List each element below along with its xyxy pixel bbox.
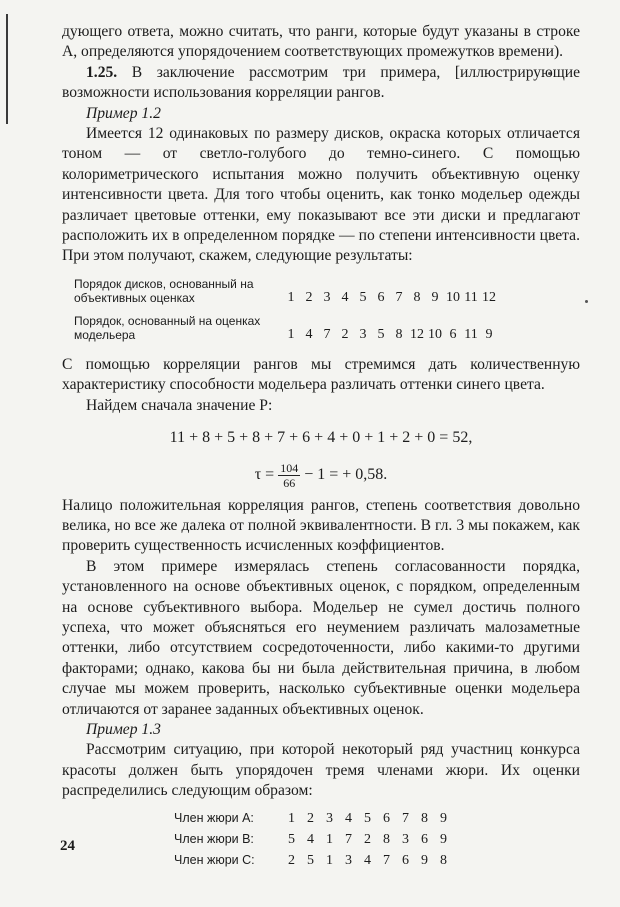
table-cell: 3: [345, 852, 352, 868]
row-label: Член жюри B:: [174, 831, 254, 846]
jury-ranking-table: [174, 808, 453, 871]
table-cell: 12: [410, 326, 424, 342]
table-cell: 4: [345, 810, 352, 826]
table-cell: 6: [383, 810, 390, 826]
row-label: Порядок, основанный на оценках модельера: [74, 313, 261, 342]
table-cell: 5: [364, 810, 371, 826]
table-row: [174, 850, 453, 871]
table-cell: 1: [288, 810, 295, 826]
table-cell: 3: [402, 831, 409, 847]
formula-sum: 11 + 8 + 5 + 8 + 7 + 6 + 4 + 0 + 1 + 2 + 0 = 52,: [169, 429, 473, 447]
margin-mark: [6, 14, 8, 124]
table-cell: 7: [323, 326, 331, 342]
table-row: [174, 829, 453, 850]
table-cell: 8: [383, 831, 390, 847]
table-cell: 3: [359, 326, 367, 342]
table-cell: 6: [402, 852, 409, 868]
section-number: 1.25.: [86, 63, 118, 81]
fraction-numerator: 104: [280, 460, 299, 475]
formula-tau-right: − 1 = + 0,58.: [304, 465, 388, 483]
discussion-paragraph: В этом примере измерялась степень согласованности порядка, установленного на основе объективных оценок, с порядком, определенным на основе субъективного выбора. Модельер не сумел достичь полного успеха, что может объясняться его неумением различать малозаметные оттенки, либо отсутствием сосредоточенности, либо какими-то другими факторами; однако, какова бы ни была действительная причина, в любом случае мы можем проверить, насколько субъективные оценки модельера отличаются от заранее заданных объективных оценок.: [62, 557, 580, 718]
intro-paragraph: дующего ответа, можно считать, что ранги, которые будут указаны в строке А, определяются упорядочением соответствующих промежутков времени).: [62, 23, 580, 61]
section-text: В заключение рассмотрим три примера, [иллюстрирующие возможности использования корреляции рангов.: [62, 63, 580, 102]
table-cell: 5: [359, 289, 367, 305]
page-number: 24: [60, 838, 75, 854]
table-cell: 8: [395, 326, 403, 342]
table-cell: 7: [345, 831, 352, 847]
table-cell: 3: [326, 810, 333, 826]
table-row: [74, 277, 498, 314]
example2-paragraph: Рассмотрим ситуацию, при которой некоторый ряд участниц конкурса красоты должен быть упорядочен тремя членами жюри. Их оценки распределились следующим образом:: [62, 741, 580, 800]
table-cell: 11: [464, 289, 478, 305]
table-row: [174, 808, 453, 829]
example2-title: Пример 1.3: [86, 720, 161, 738]
table-cell: 7: [383, 852, 390, 868]
row-label: Член жюри A:: [174, 810, 254, 825]
table-cell: 9: [431, 289, 439, 305]
table-cell: 2: [307, 810, 314, 826]
table-cell: 5: [377, 326, 385, 342]
table-cell: 10: [446, 289, 460, 305]
table-cell: 2: [305, 289, 313, 305]
table-cell: 5: [288, 831, 295, 847]
table-cell: 10: [428, 326, 442, 342]
table-cell: 6: [377, 289, 385, 305]
table-row: [74, 314, 498, 351]
table-cell: 6: [421, 831, 428, 847]
scan-speck: [585, 300, 588, 303]
table-cell: 11: [464, 326, 478, 342]
table-cell: 9: [440, 810, 447, 826]
table-cell: 4: [364, 852, 371, 868]
document-page: [62, 22, 580, 871]
row-label: Член жюри C:: [174, 852, 255, 867]
table-cell: 6: [449, 326, 457, 342]
table-cell: 4: [305, 326, 313, 342]
table-cell: 9: [440, 831, 447, 847]
table-cell: 2: [288, 852, 295, 868]
table-cell: 12: [482, 289, 496, 305]
table-cell: 9: [485, 326, 493, 342]
table-cell: 7: [395, 289, 403, 305]
table-cell: 2: [364, 831, 371, 847]
table-cell: 8: [440, 852, 447, 868]
table-cell: 2: [341, 326, 349, 342]
example1-title: Пример 1.2: [86, 104, 161, 122]
table-cell: 3: [323, 289, 331, 305]
row-label: Порядок дисков, основанный на объективных оценках: [74, 276, 254, 305]
after-table-paragraph: С помощью корреляции рангов мы стремимся дать количественную характеристику способности модельера различать оттенки синего цвета.: [62, 355, 580, 394]
table-cell: 8: [413, 289, 421, 305]
fraction: [278, 461, 300, 490]
table-cell: 8: [421, 810, 428, 826]
table-cell: 5: [307, 852, 314, 868]
table-cell: 1: [326, 831, 333, 847]
table-cell: 1: [326, 852, 333, 868]
table-cell: 1: [287, 326, 295, 342]
find-p-paragraph: Найдем сначала значение P:: [86, 396, 273, 414]
table-cell: 4: [341, 289, 349, 305]
formula-tau: [62, 461, 580, 490]
table-cell: 9: [421, 852, 428, 868]
formula-tau-left: τ =: [254, 465, 275, 483]
table-cell: 4: [307, 831, 314, 847]
conclusion-paragraph: Налицо положительная корреляция рангов, степень соответствия довольно велика, но все же далека от полной эквивалентности. В гл. 3 мы покажем, как проверить существенность исчисленных коэффициентов.: [62, 496, 580, 555]
table-cell: 7: [402, 810, 409, 826]
table-cell: 1: [287, 289, 295, 305]
example1-paragraph: Имеется 12 одинаковых по размеру дисков, окраска которых отличается тоном — от светло-голубого до темно-синего. С помощью колориметрического испытания можно получить объективную оценку интенсивности цвета. Для того чтобы оценить, как тонко модельер одежды различает цветовые оттенки, ему показывают все эти диски и предлагают расположить их в определенном порядке — по степени интенсивности цвета. При этом получают, скажем, следующие результаты:: [62, 125, 580, 265]
ranking-table-disks: [74, 277, 498, 351]
fraction-denominator: 66: [283, 475, 296, 490]
section-paragraph: [62, 63, 580, 104]
